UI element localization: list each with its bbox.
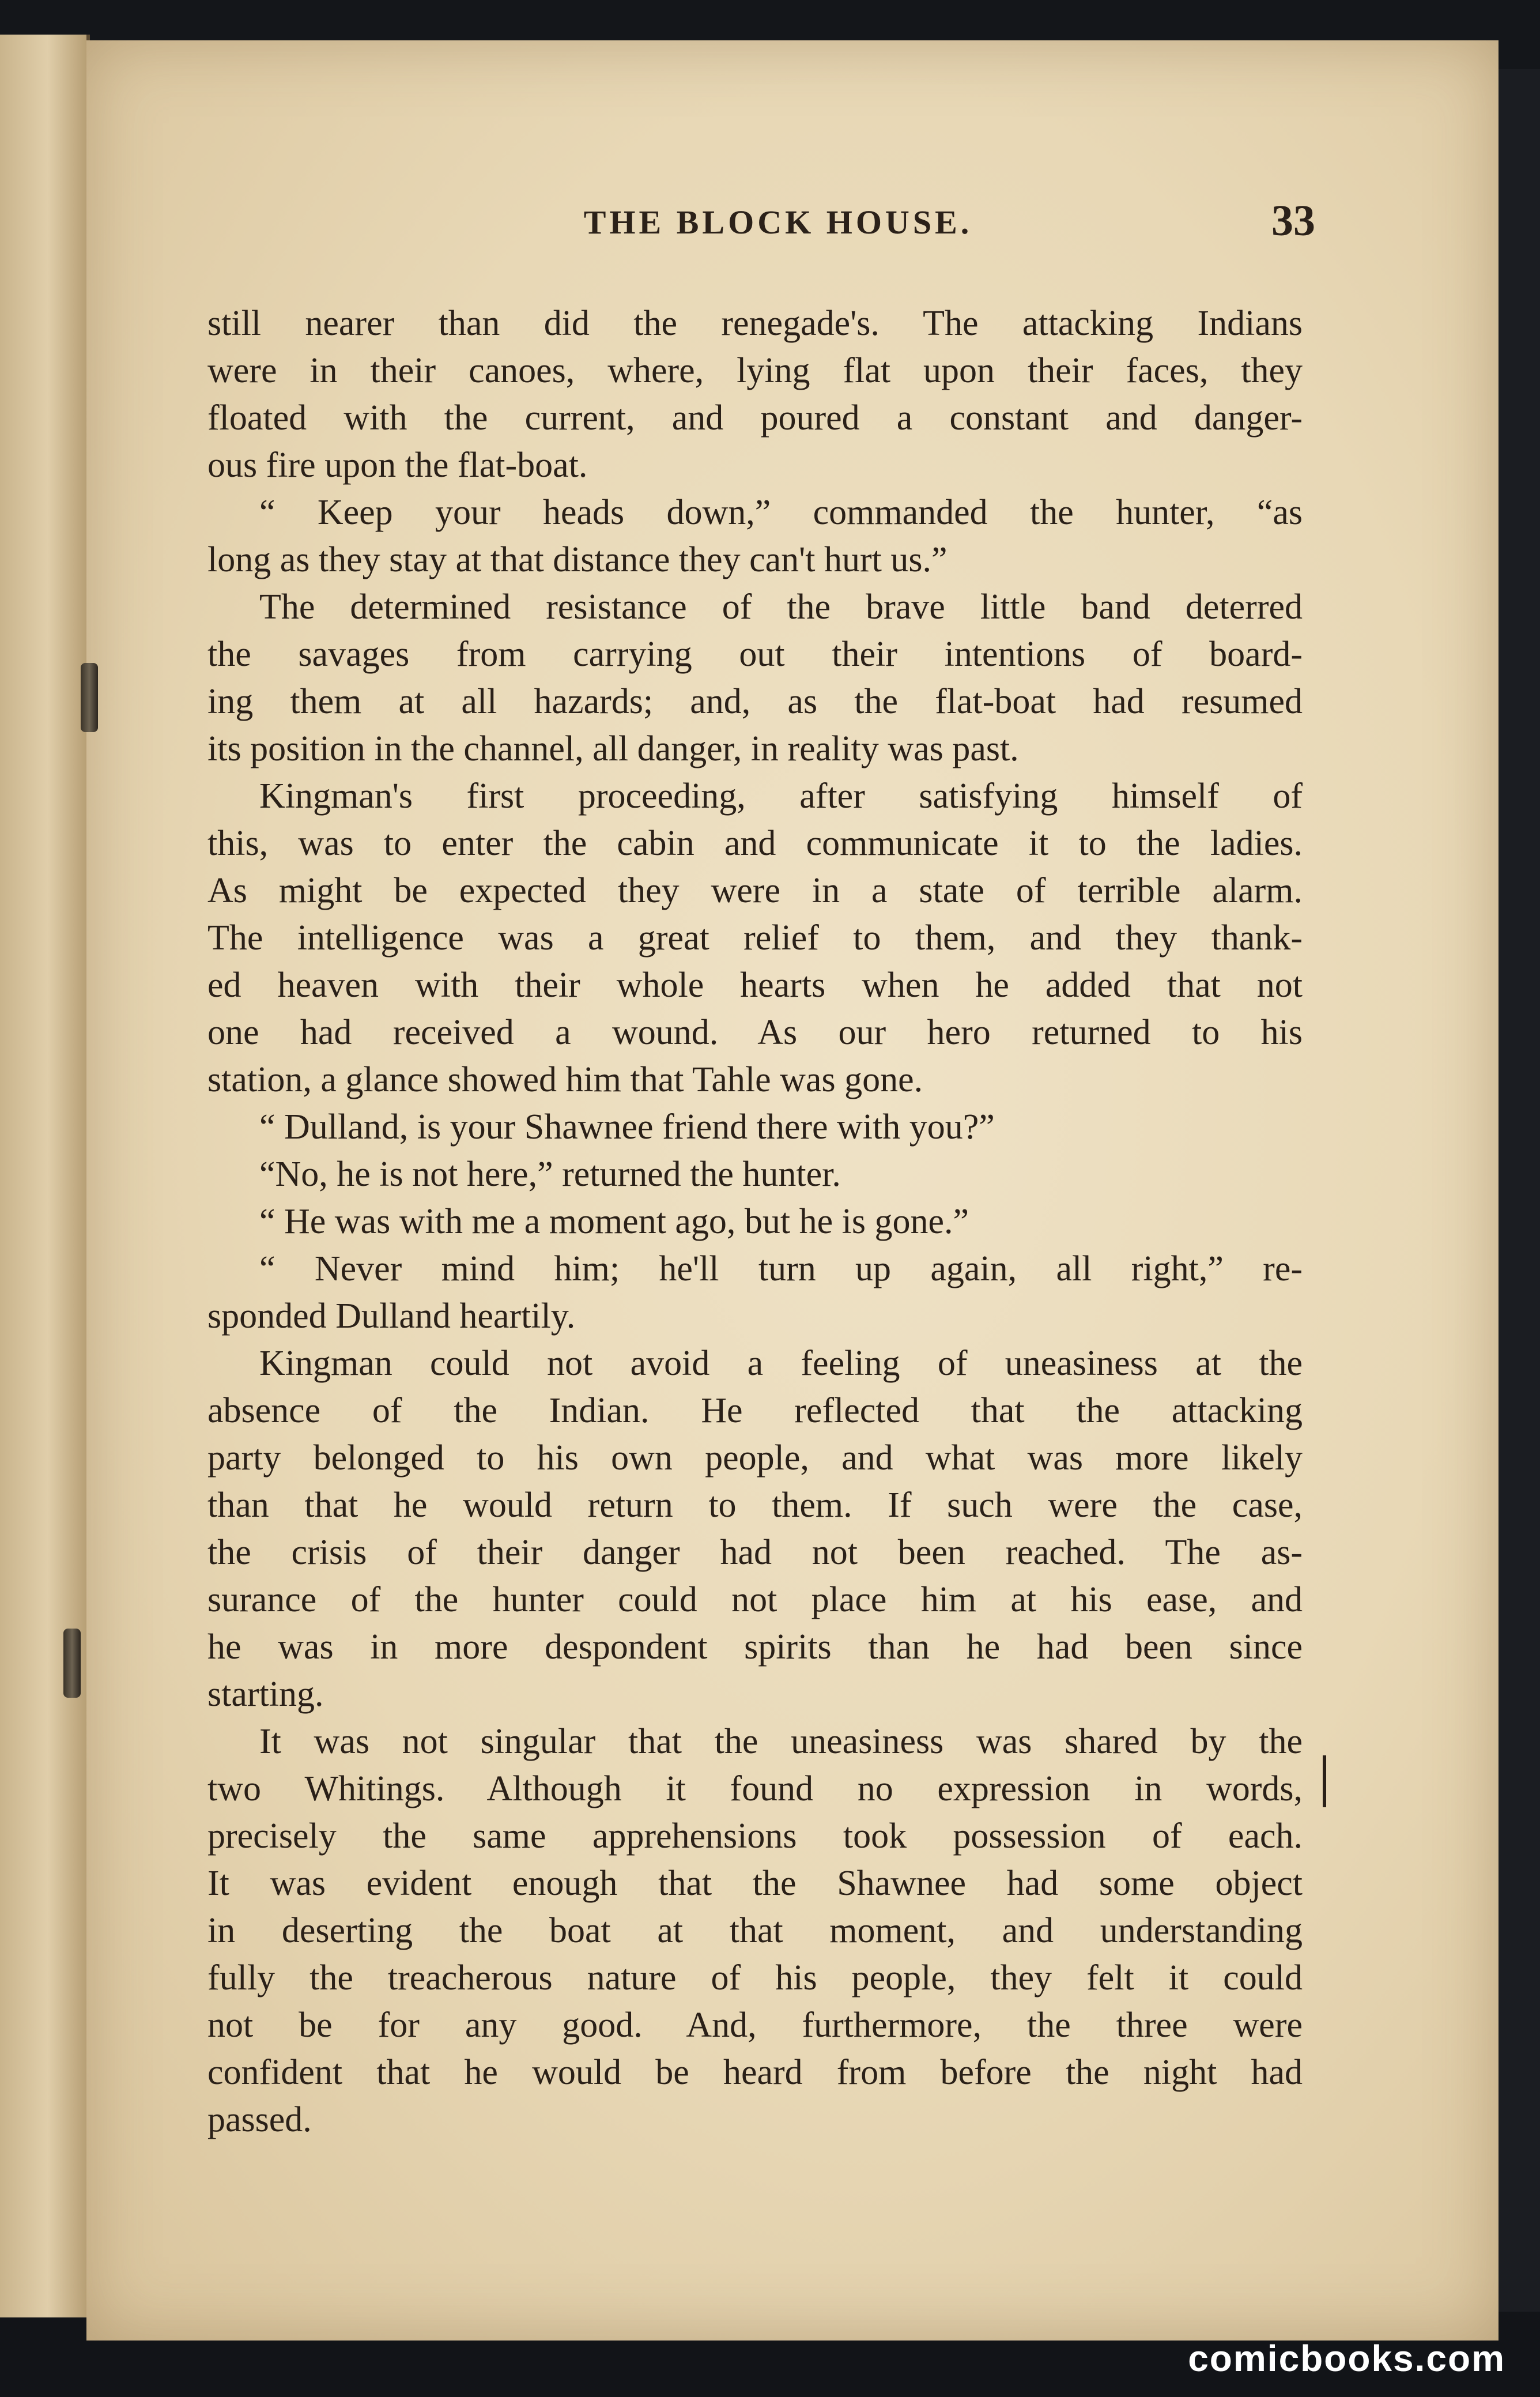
text-line: two Whitings. Although it found no expression in words, <box>207 1769 1303 1808</box>
text-line: floated with the current, and poured a constant and danger- <box>207 398 1303 438</box>
page-number: 33 <box>1271 197 1315 245</box>
text-line: one had received a wound. As our hero returned to his <box>207 1013 1303 1052</box>
text-line: the savages from carrying out their intentions of board- <box>207 635 1303 674</box>
text-line: It was not singular that the uneasiness was shared by the <box>259 1722 1303 1761</box>
text-line: surance of the hunter could not place him at his ease, and <box>207 1580 1303 1619</box>
watermark: comicbooks.com <box>1188 2338 1505 2379</box>
running-head: THE BLOCK HOUSE. <box>583 203 973 241</box>
text-line: “ Dulland, is your Shawnee friend there with you?” <box>259 1107 995 1147</box>
text-line: this, was to enter the cabin and communicate it to the ladies. <box>207 824 1303 863</box>
left-page-edge <box>0 35 90 2317</box>
text-line: ing them at all hazards; and, as the flat-boat had resumed <box>207 682 1303 721</box>
staple-lower <box>63 1629 81 1698</box>
text-line: absence of the Indian. He reflected that the attacking <box>207 1391 1303 1430</box>
text-line: Kingman could not avoid a feeling of uneasiness at the <box>259 1344 1303 1383</box>
text-line: its position in the channel, all danger, in reality was past. <box>207 729 1019 768</box>
staple-upper <box>81 663 98 732</box>
text-line: confident that he would be heard from before the night had <box>207 2053 1303 2092</box>
text-line: The intelligence was a great relief to them, and they thank- <box>207 918 1303 958</box>
text-line: station, a glance showed him that Tahle was gone. <box>207 1060 923 1099</box>
text-line: still nearer than did the renegade's. The attacking Indians <box>207 304 1303 343</box>
text-line: “ Never mind him; he'll turn up again, all right,” re- <box>259 1249 1303 1288</box>
text-line: passed. <box>207 2100 312 2139</box>
text-line: sponded Dulland heartily. <box>207 1297 576 1336</box>
text-line: he was in more despondent spirits than he had been since <box>207 1627 1303 1667</box>
text-line: ed heaven with their whole hearts when he added that not <box>207 966 1303 1005</box>
text-line: “ He was with me a moment ago, but he is gone.” <box>259 1202 969 1241</box>
text-line: fully the treacherous nature of his people, they felt it could <box>207 1958 1303 1998</box>
text-line: It was evident enough that the Shawnee had some object <box>207 1864 1303 1903</box>
text-line: ous fire upon the flat-boat. <box>207 446 588 485</box>
text-line: not be for any good. And, furthermore, the three were <box>207 2006 1303 2045</box>
text-line: in deserting the boat at that moment, and understanding <box>207 1911 1303 1950</box>
text-line: the crisis of their danger had not been reached. The as- <box>207 1533 1303 1572</box>
text-line: “ Keep your heads down,” commanded the hunter, “as <box>259 493 1303 532</box>
margin-mark <box>1323 1755 1326 1807</box>
text-line: than that he would return to them. If such were the case, <box>207 1486 1303 1525</box>
text-line: precisely the same apprehensions took possession of each. <box>207 1816 1303 1856</box>
text-line: Kingman's first proceeding, after satisfying himself of <box>259 777 1303 816</box>
body-text <box>207 300 1303 2143</box>
text-line: party belonged to his own people, and what was more likely <box>207 1438 1303 1478</box>
text-line: “No, he is not here,” returned the hunter. <box>259 1155 841 1194</box>
text-line: starting. <box>207 1675 324 1714</box>
text-line: As might be expected they were in a state of terrible alarm. <box>207 871 1303 910</box>
text-line: were in their canoes, where, lying flat upon their faces, they <box>207 351 1303 390</box>
text-line: long as they stay at that distance they can't hurt us.” <box>207 540 948 579</box>
text-line: The determined resistance of the brave little band deterred <box>259 587 1303 627</box>
